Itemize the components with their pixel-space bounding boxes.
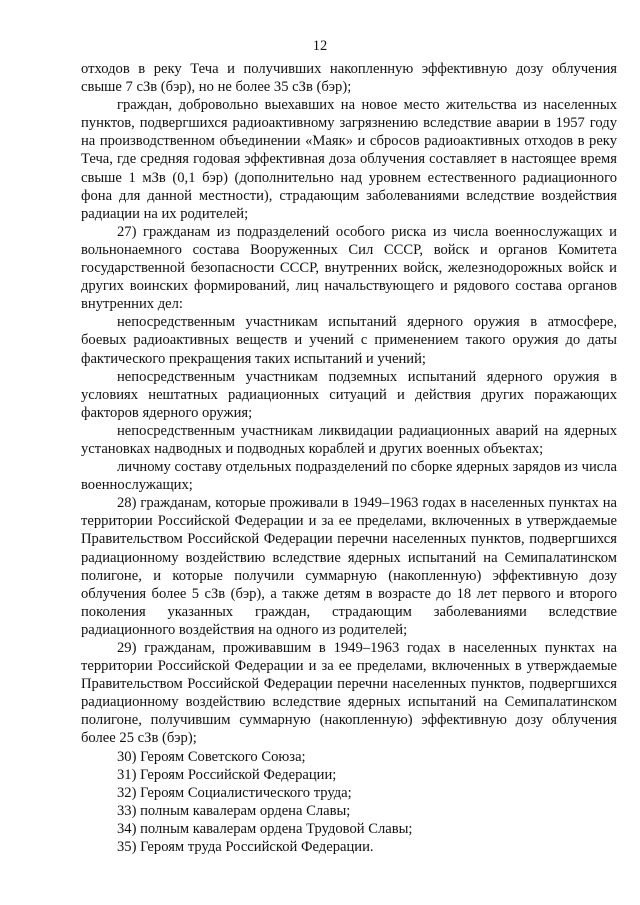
paragraph-atmospheric-tests: непосредственным участникам испытаний ядерного оружия в атмосфере, боевых радиоактивных веществ и учений с применением такого оружия до даты фактического прекращения таких испытаний и учений; [81,314,617,367]
paragraph-assembly-units: личному составу отдельных подразделений по сборке ядерных зарядов из числа военнослужащих; [81,459,617,494]
paragraph-item-27: 27) гражданам из подразделений особого риска из числа военнослужащих и вольнонаемного состава Вооруженных Сил СССР, войск и органов Комитета государственной безопасности СССР, внутренних войск, железнодорожных войск и других воинских формирований, лиц начальствующего и рядового состава органов внутренних дел: [81,223,617,313]
paragraph-item-34: 34) полным кавалерам ордена Трудовой Славы; [117,820,413,837]
paragraph-item-32: 32) Героям Социалистического труда; [117,784,352,801]
paragraph-item-35: 35) Героям труда Российской Федерации. [117,839,374,856]
paragraph-continuation: отходов в реку Теча и получивших накопленную эффективную дозу облучения свыше 7 сЗв (бэр), но не более 35 сЗв (бэр); [81,61,617,96]
paragraph-item-29: 29) гражданам, проживавшим в 1949–1963 годах в населенных пунктах на территории Российской Федерации и за ее пределами, включенных в утверждаемые Правительством Российской Федерации перечни населенных пунктов, подвергшихся радиационному воздействию вследствие ядерных испытаний на Семипалатинском полигоне, получившим суммарную (накопленную) эффективную дозу облучения более 25 сЗв (бэр); [81,640,617,747]
paragraph-item-31: 31) Героям Российской Федерации; [117,766,337,783]
paragraph-voluntary-relocation: граждан, добровольно выехавших на новое место жительства из населенных пунктов, подвергшихся радиоактивному загрязнению вследствие аварии в 1957 году на производственном объединении «Маяк» и сбросов радиоактивных отходов в реку Теча, где средняя годовая эффективная доза облучения составляет в настоящее время свыше 1 мЗв (0,1 бэр) (дополнительно над уровнем естественного радиационного фона для данной местности), страдающим заболеваниями вследствие воздействия радиации на их родителей; [81,97,617,222]
paragraph-ship-accidents: непосредственным участникам ликвидации радиационных аварий на ядерных установках надводных и подводных кораблей и других военных объектах; [81,422,617,457]
paragraph-item-30: 30) Героям Советского Союза; [117,748,306,765]
document-body [81,60,617,856]
page-number: 12 [312,38,328,54]
paragraph-underground-tests: непосредственным участникам подземных испытаний ядерного оружия в условиях нештатных радиационных ситуаций и действия других поражающих факторов ядерного оружия; [81,368,617,421]
paragraph-item-33: 33) полным кавалерам ордена Славы; [117,802,351,819]
paragraph-item-28: 28) гражданам, которые проживали в 1949–1963 годах в населенных пунктах на территории Российской Федерации и за ее пределами, включенных в утверждаемые Правительством Российской Федерации перечни населенных пунктов, подвергшихся радиационному воздействию вследствие ядерных испытаний на Семипалатинском полигоне, и которые получили суммарную (накопленную) эффективную дозу облучения более 5 сЗв (бэр), а также детям в возрасте до 18 лет первого и второго поколения указанных граждан, страдающим заболеваниями вследствие радиационного воздействия на одного из родителей; [81,495,617,638]
